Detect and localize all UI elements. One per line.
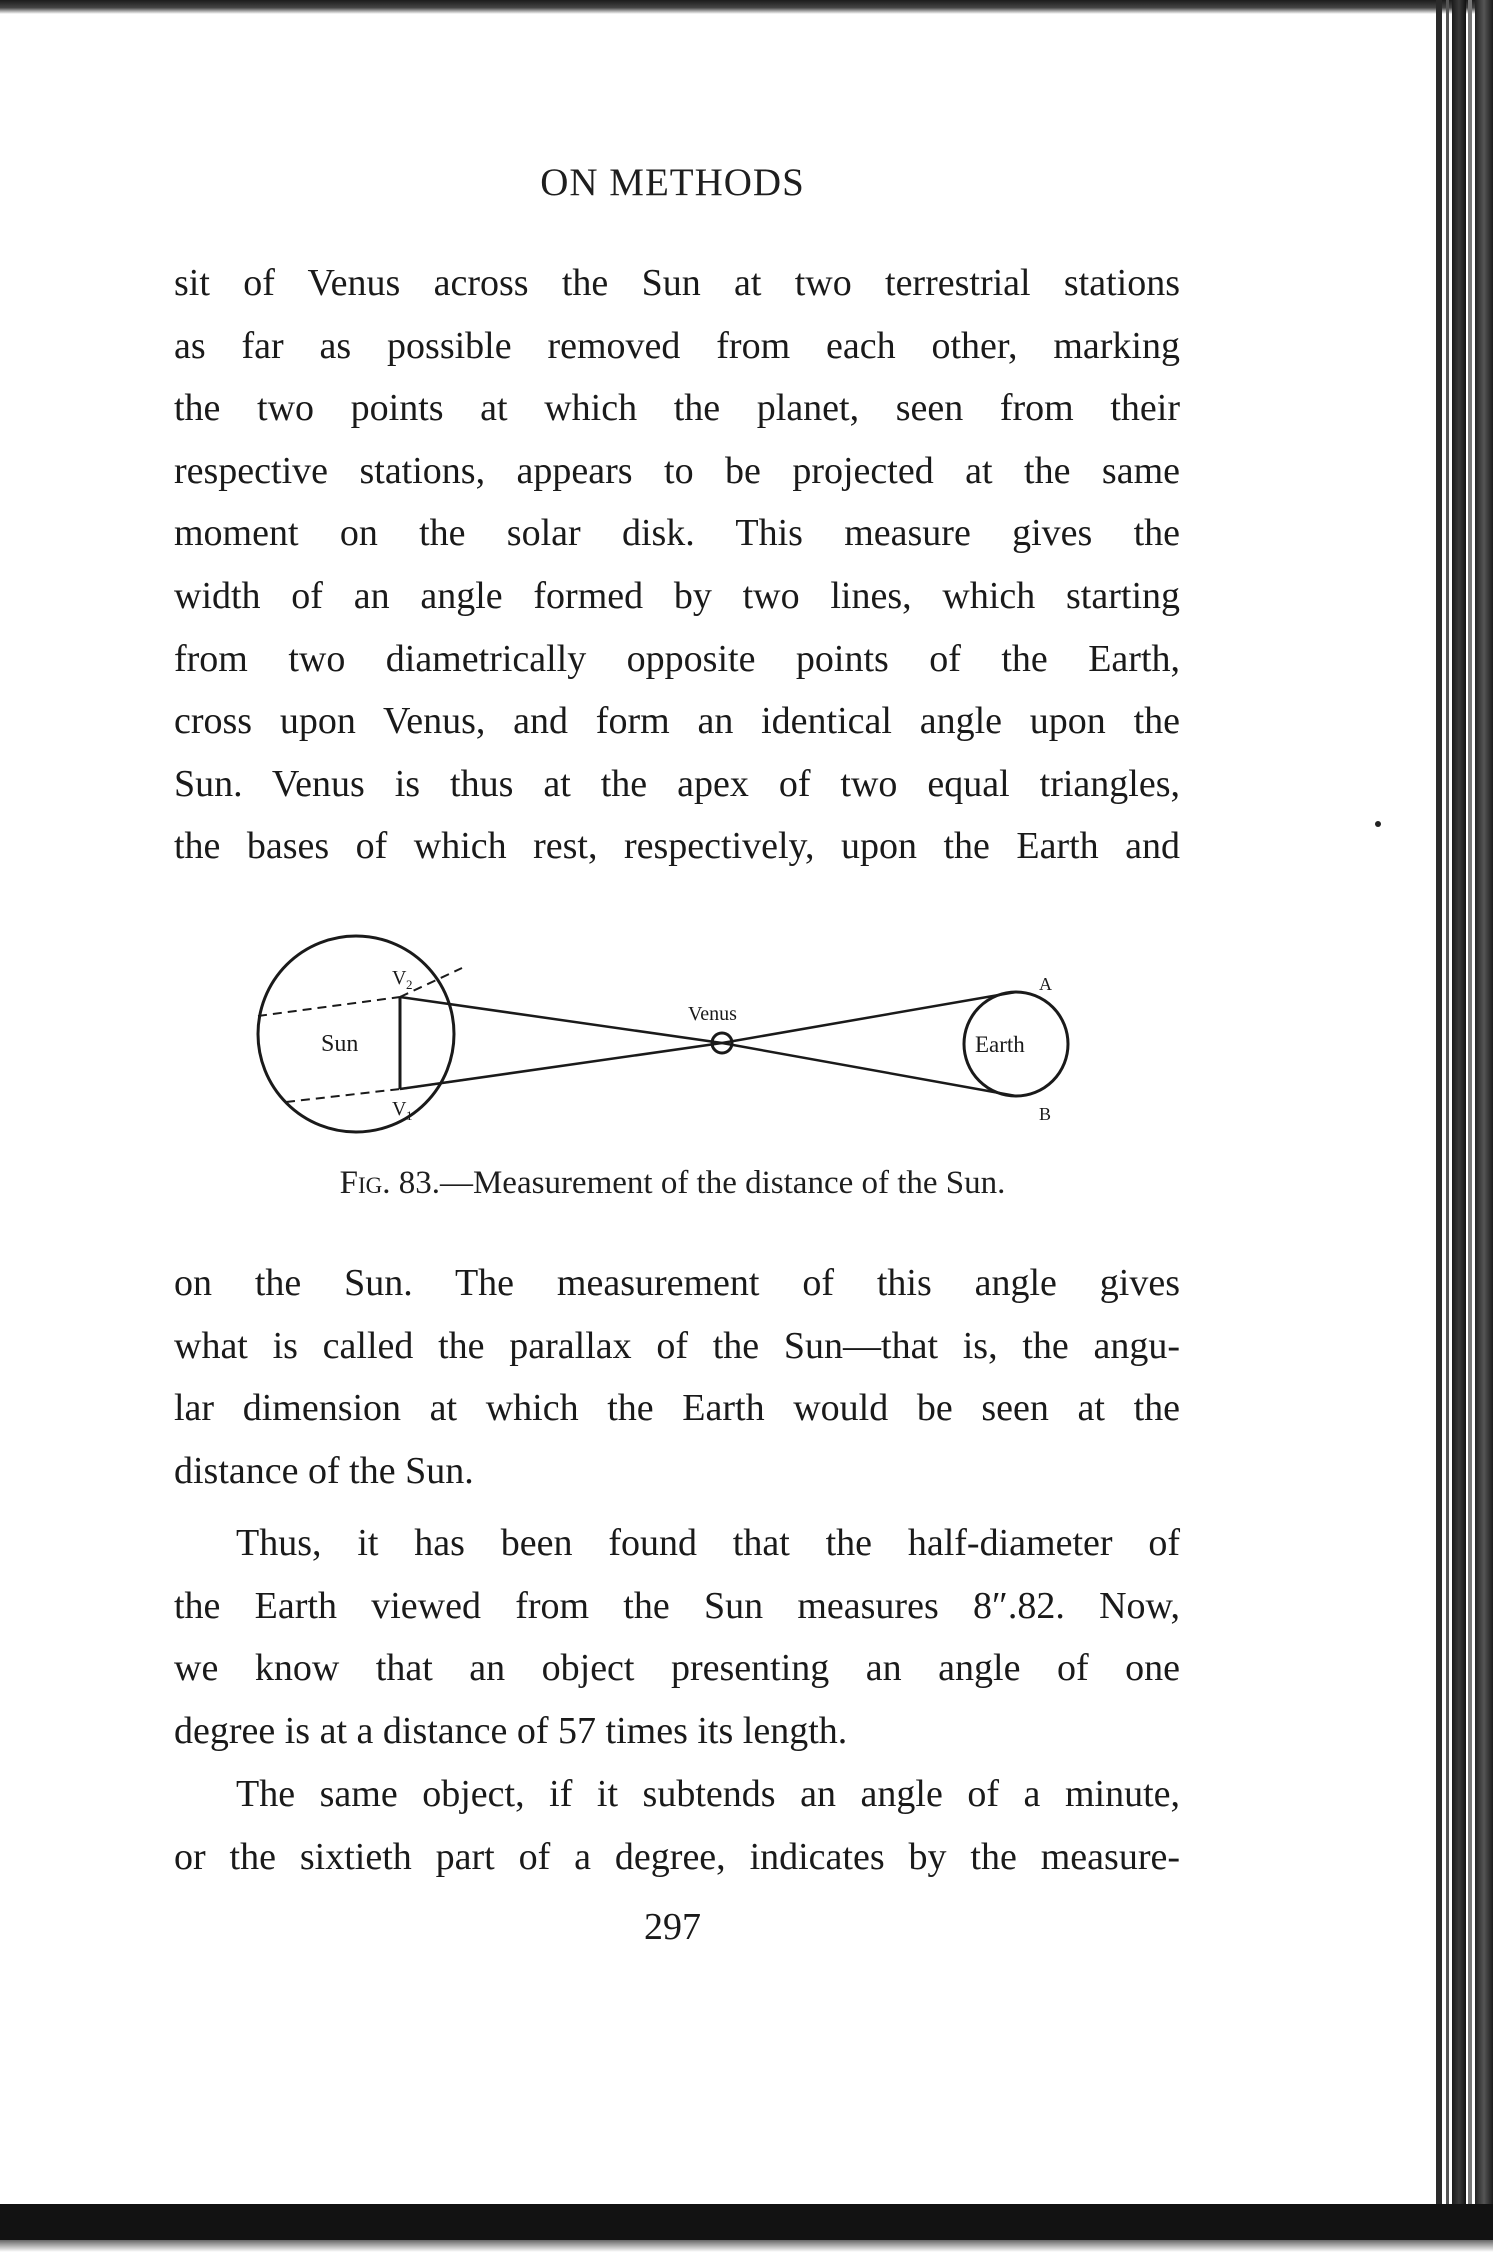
sun-label: Sun <box>321 1031 359 1057</box>
text-line: we know that an object presenting an angle of one <box>174 1647 1180 1690</box>
page-number: 297 <box>644 1906 701 1948</box>
text-line: the two points at which the planet, seen from their <box>174 387 1180 430</box>
text-line: moment on the solar disk. This measure gives the <box>174 512 1180 555</box>
book-spine-edge <box>1446 0 1449 2252</box>
v2-label: V <box>392 967 407 989</box>
sun-distance-diagram <box>256 924 1106 1144</box>
text-line: Thus, it has been found that the half-diameter of <box>236 1522 1180 1564</box>
book-spine-edge <box>1468 0 1472 2252</box>
dashed-extension <box>286 1089 400 1102</box>
point-a-label: A <box>1039 974 1052 994</box>
book-spine-edge <box>1475 0 1493 2252</box>
earth-label: Earth <box>975 1032 1025 1057</box>
text-line: sit of Venus across the Sun at two terrestrial stations <box>174 262 1180 304</box>
text-line: cross upon Venus, and form an identical angle upon the <box>174 700 1180 743</box>
sight-line <box>400 997 722 1043</box>
scan-top-edge <box>0 0 1493 14</box>
paragraph <box>174 252 1180 878</box>
running-head: ON METHODS <box>540 161 805 204</box>
v2-subscript: 2 <box>406 977 413 992</box>
text-line: distance of the Sun. <box>174 1449 474 1492</box>
point-b-label: B <box>1039 1104 1052 1124</box>
figure-83-diagram <box>256 924 1106 1144</box>
text-line: respective stations, appears to be projected at the same <box>174 449 1180 492</box>
figure-caption <box>0 1165 1345 1202</box>
dashed-extension <box>258 997 400 1016</box>
v1-subscript: 1 <box>406 1108 413 1123</box>
paragraph <box>174 1763 1180 1888</box>
caption-prefix: Fig. <box>339 1165 391 1201</box>
book-spine-edge <box>1436 0 1442 2252</box>
venus-label: Venus <box>688 1003 737 1025</box>
text-line: the bases of which rest, respectively, upon the Earth and <box>174 825 1180 868</box>
text-line: on the Sun. The measurement of this angle gives <box>174 1262 1180 1304</box>
caption-text: —Measurement of the distance of the Sun. <box>439 1165 1006 1201</box>
text-line: The same object, if it subtends an angle of a minute, <box>236 1773 1180 1815</box>
text-line: from two diametrically opposite points of the Earth, <box>174 637 1180 680</box>
text-line: what is called the parallax of the Sun—that is, the angu- <box>174 1324 1180 1367</box>
text-line: as far as possible removed from each other, marking <box>174 324 1180 367</box>
text-line: degree is at a distance of 57 times its length. <box>174 1709 848 1752</box>
text-line: width of an angle formed by two lines, which starting <box>174 574 1180 617</box>
text-line: Sun. Venus is thus at the apex of two equal triangles, <box>174 762 1180 805</box>
scan-bottom-fade <box>0 2240 1493 2252</box>
text-line: or the sixtieth part of a degree, indicates by the measure- <box>174 1835 1180 1878</box>
v1-label: V <box>392 1098 407 1120</box>
book-spine-edge <box>1452 0 1466 2252</box>
caption-number: 83. <box>398 1165 440 1201</box>
text-line: lar dimension at which the Earth would be seen at the <box>174 1387 1180 1430</box>
scan-speck <box>1375 821 1381 827</box>
paragraph <box>174 1252 1180 1502</box>
paragraph <box>174 1512 1180 1762</box>
scan-bottom-edge <box>0 2204 1493 2240</box>
text-line: the Earth viewed from the Sun measures 8″.82. Now, <box>174 1584 1180 1627</box>
